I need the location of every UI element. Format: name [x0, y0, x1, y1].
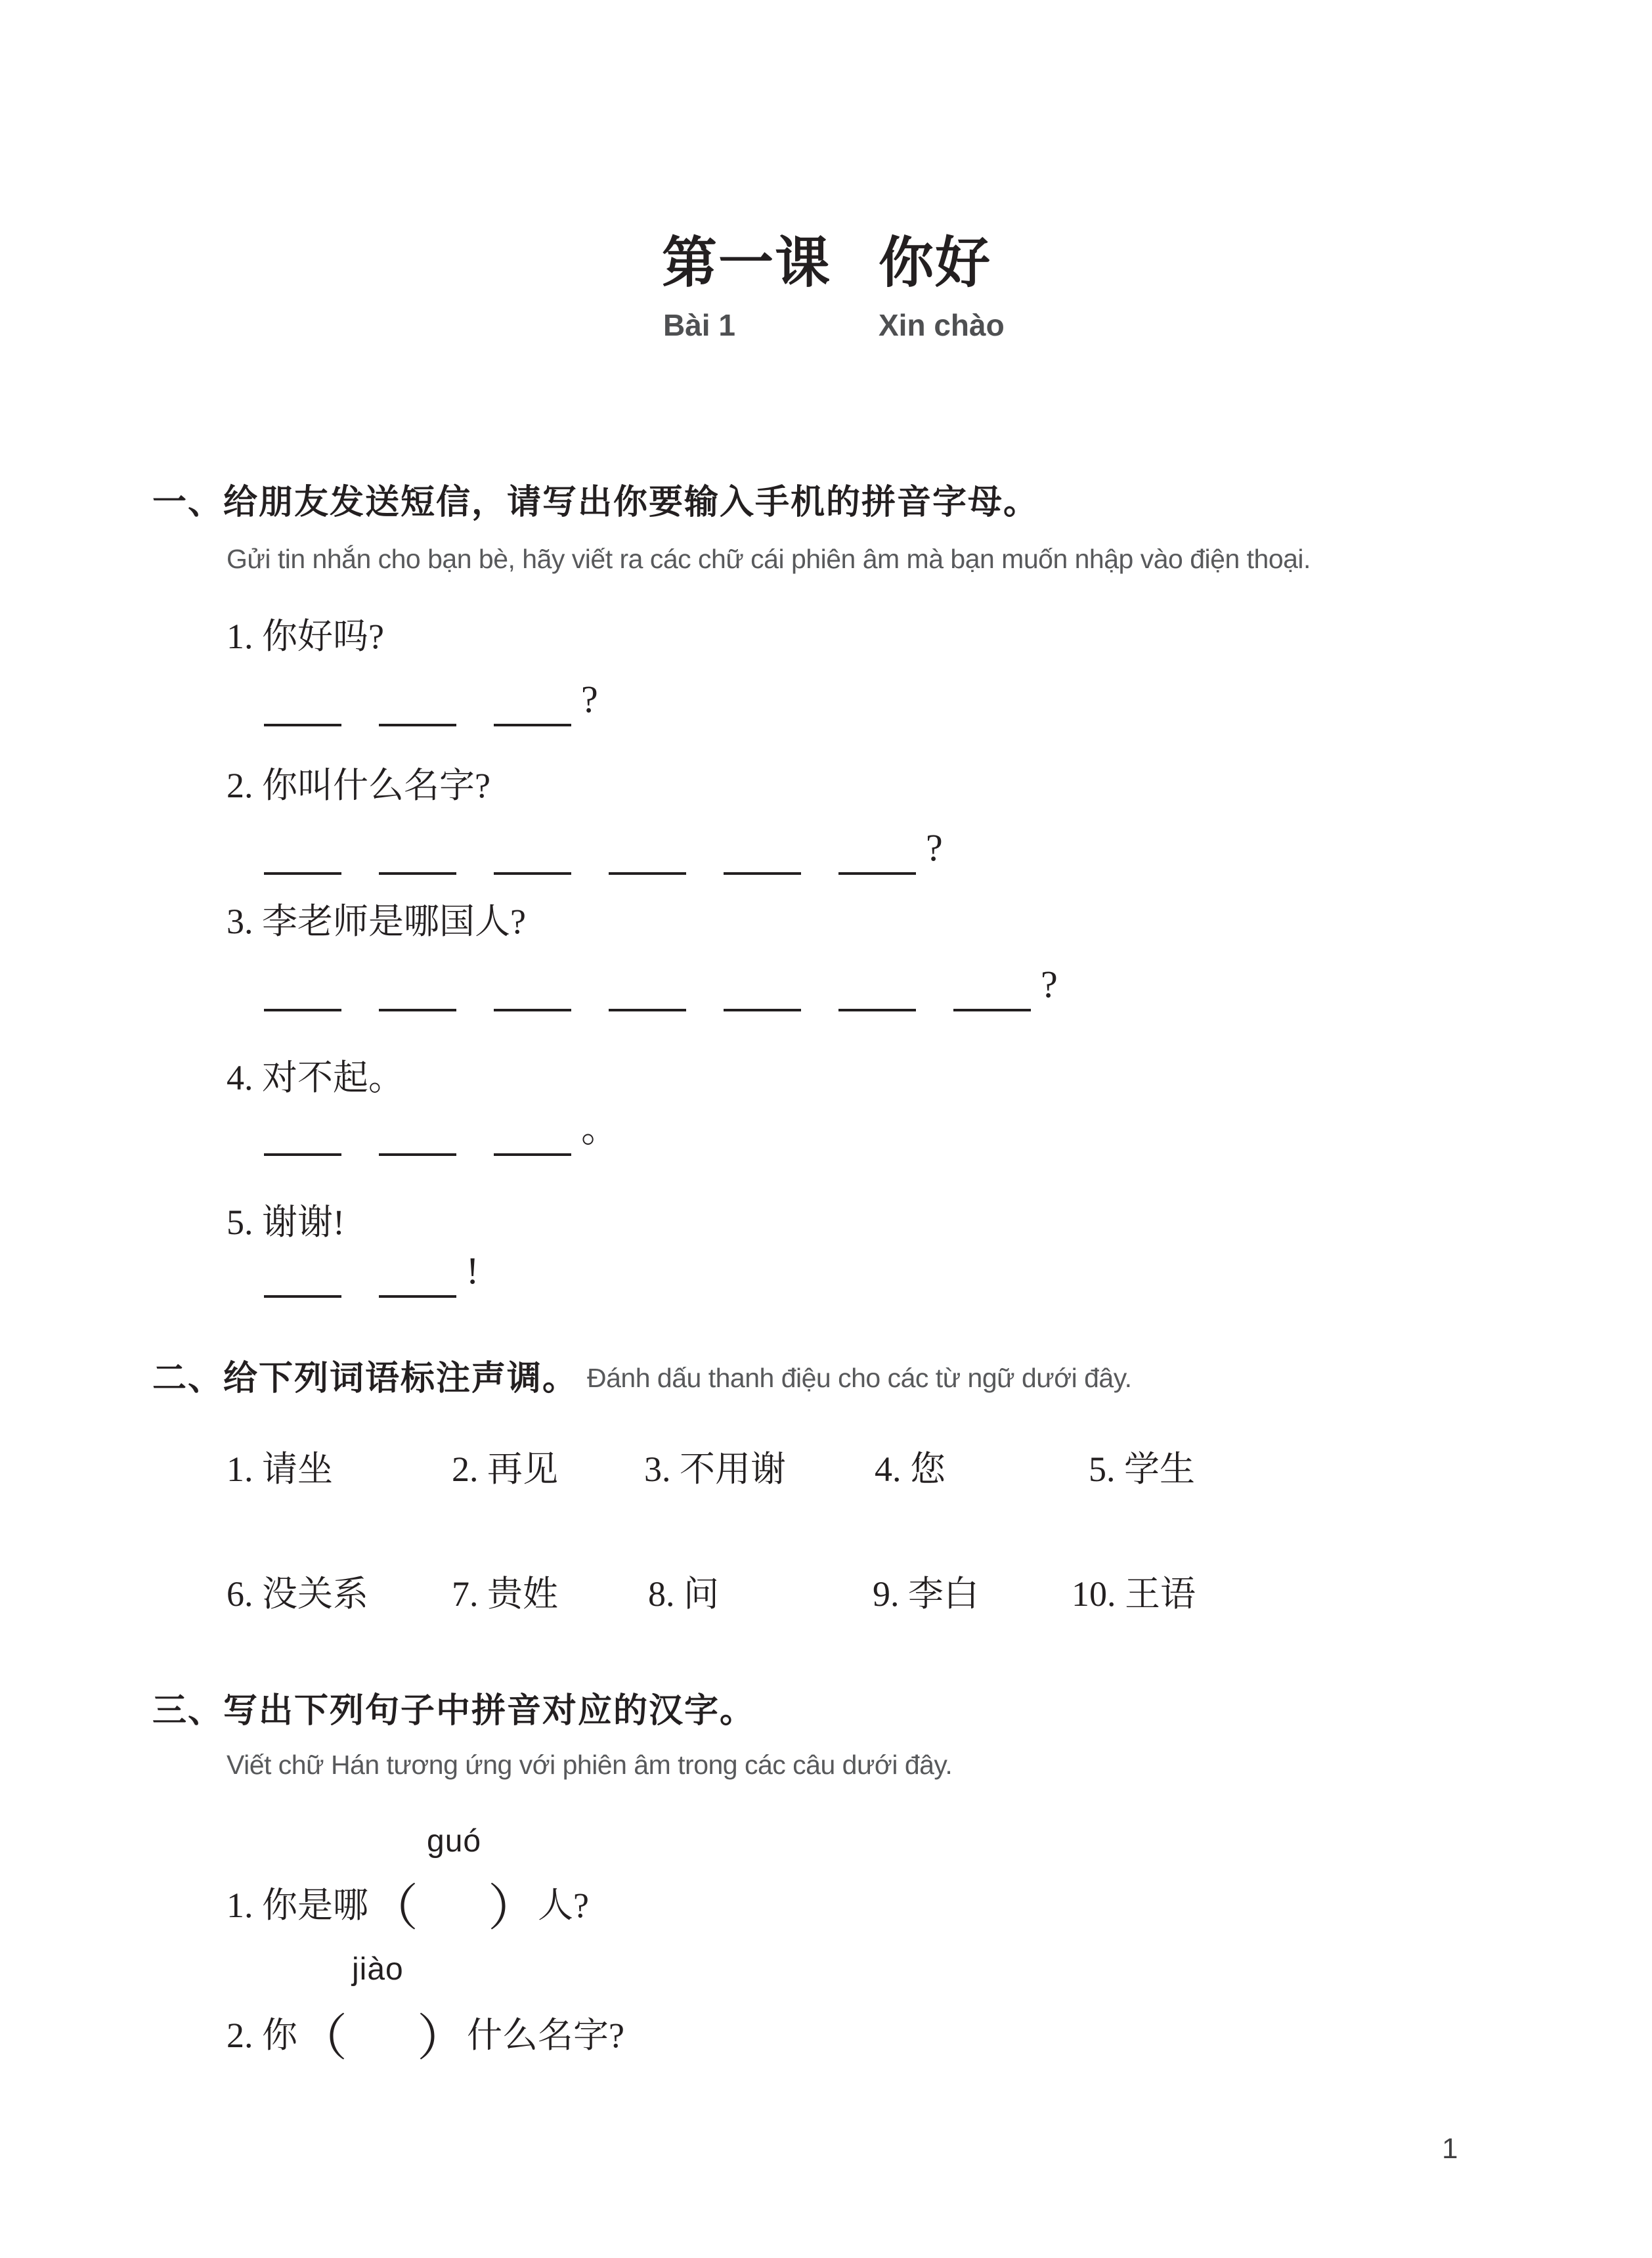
answer-blank-line	[838, 1009, 916, 1011]
blank-row-punctuation: ?	[926, 826, 943, 869]
section2-word-3: 3. 不用谢	[644, 1450, 786, 1489]
answer-blank-line	[379, 1009, 456, 1011]
section1-answer-blanks-2	[264, 826, 943, 875]
answer-blank-line	[838, 872, 916, 875]
answer-blank-line	[724, 1009, 801, 1011]
answer-blank-line	[494, 1009, 571, 1011]
answer-blank-line	[724, 872, 801, 875]
section2-instruction-vietnamese: Đánh dấu thanh điệu cho các từ ngữ dưới đây.	[587, 1363, 1132, 1393]
section3-item-2	[227, 2011, 624, 2066]
answer-blank-line	[609, 1009, 686, 1011]
answer-blank-line	[494, 872, 571, 875]
section2-word-2: 2. 再见	[452, 1450, 558, 1489]
section1-item-4: 4. 对不起。	[227, 1058, 404, 1097]
answer-blank-line	[609, 872, 686, 875]
sentence-after-bracket: 什么名字?	[467, 2016, 624, 2055]
section3-heading-chinese: 三、写出下列句子中拼音对应的汉字。	[152, 1692, 756, 1730]
open-bracket: （	[297, 2011, 347, 2066]
sentence-before-bracket: 1. 你是哪	[227, 1886, 368, 1925]
section2-heading	[152, 1360, 1132, 1399]
lesson-title-vietnamese-name: Xin chào	[879, 308, 1005, 342]
answer-blank-line	[264, 1153, 341, 1156]
section1-heading-chinese: 一、给朋友发送短信，请写出你要输入手机的拼音字母。	[152, 483, 1039, 521]
answer-blank-line	[494, 724, 571, 726]
answer-blank-line	[264, 1295, 341, 1298]
answer-blank-line	[953, 1009, 1031, 1011]
section1-answer-blanks-1	[264, 680, 598, 726]
lesson-title-chinese-number: 第一课	[662, 232, 832, 294]
blank-row-punctuation: ?	[581, 678, 598, 720]
answer-blank-line	[379, 1153, 456, 1156]
sentence-before-bracket: 2. 你	[227, 2016, 297, 2055]
section1-item-2: 2. 你叫什么名字?	[227, 766, 490, 805]
open-bracket: （	[368, 1881, 418, 1936]
section2-word-8: 8. 问	[648, 1574, 719, 1614]
section2-word-9: 9. 李白	[873, 1574, 979, 1614]
page-number: 1	[1442, 2133, 1458, 2165]
section2-word-4: 4. 您	[875, 1450, 946, 1489]
answer-blank-line	[264, 1009, 341, 1011]
lesson-title-vietnamese-number: Bài 1	[663, 308, 735, 342]
section1-answer-blanks-4	[264, 1107, 620, 1156]
section2-word-1: 1. 请坐	[227, 1450, 333, 1489]
close-bracket: ）	[488, 1881, 538, 1936]
answer-blank-line	[264, 724, 341, 726]
section2-word-7: 7. 贵姓	[452, 1574, 558, 1614]
lesson-title-chinese-name: 你好	[879, 232, 992, 294]
section3-item-1	[227, 1881, 589, 1936]
answer-blank-line	[379, 872, 456, 875]
section2-word-6: 6. 没关系	[227, 1574, 368, 1614]
answer-blank-line	[264, 872, 341, 875]
close-bracket: ）	[417, 2011, 467, 2066]
answer-blank-line	[379, 724, 456, 726]
section1-item-5: 5. 谢谢!	[227, 1203, 345, 1242]
section1-item-1: 1. 你好吗?	[227, 617, 384, 656]
section2-heading-chinese: 二、给下列词语标注声调。	[152, 1360, 578, 1398]
section2-word-10: 10. 王语	[1072, 1574, 1196, 1614]
section3-pinyin-hint-1: guó	[427, 1824, 482, 1859]
section2-word-row-1	[0, 1450, 1652, 1492]
answer-blank-line	[379, 1295, 456, 1298]
section1-item-3: 3. 李老师是哪国人?	[227, 902, 526, 941]
section2-word-5: 5. 学生	[1089, 1450, 1195, 1489]
section2-word-row-2	[0, 1575, 1652, 1617]
section1-answer-blanks-3	[264, 965, 1058, 1011]
sentence-after-bracket: 人?	[538, 1886, 589, 1925]
section3-pinyin-hint-2: jiào	[352, 1952, 404, 1987]
blank-row-punctuation: !	[466, 1249, 479, 1292]
answer-blank-line	[494, 1153, 571, 1156]
blank-row-punctuation: ?	[1041, 963, 1058, 1006]
section1-answer-blanks-5	[264, 1249, 479, 1298]
section1-instruction-vietnamese: Gửi tin nhắn cho bạn bè, hãy viết ra các chữ cái phiên âm mà bạn muốn nhập vào điện thoại.	[227, 544, 1311, 574]
blank-row-punctuation: 。	[581, 1107, 620, 1150]
section3-instruction-vietnamese: Viết chữ Hán tương ứng với phiên âm trong các câu dưới đây.	[227, 1750, 953, 1780]
